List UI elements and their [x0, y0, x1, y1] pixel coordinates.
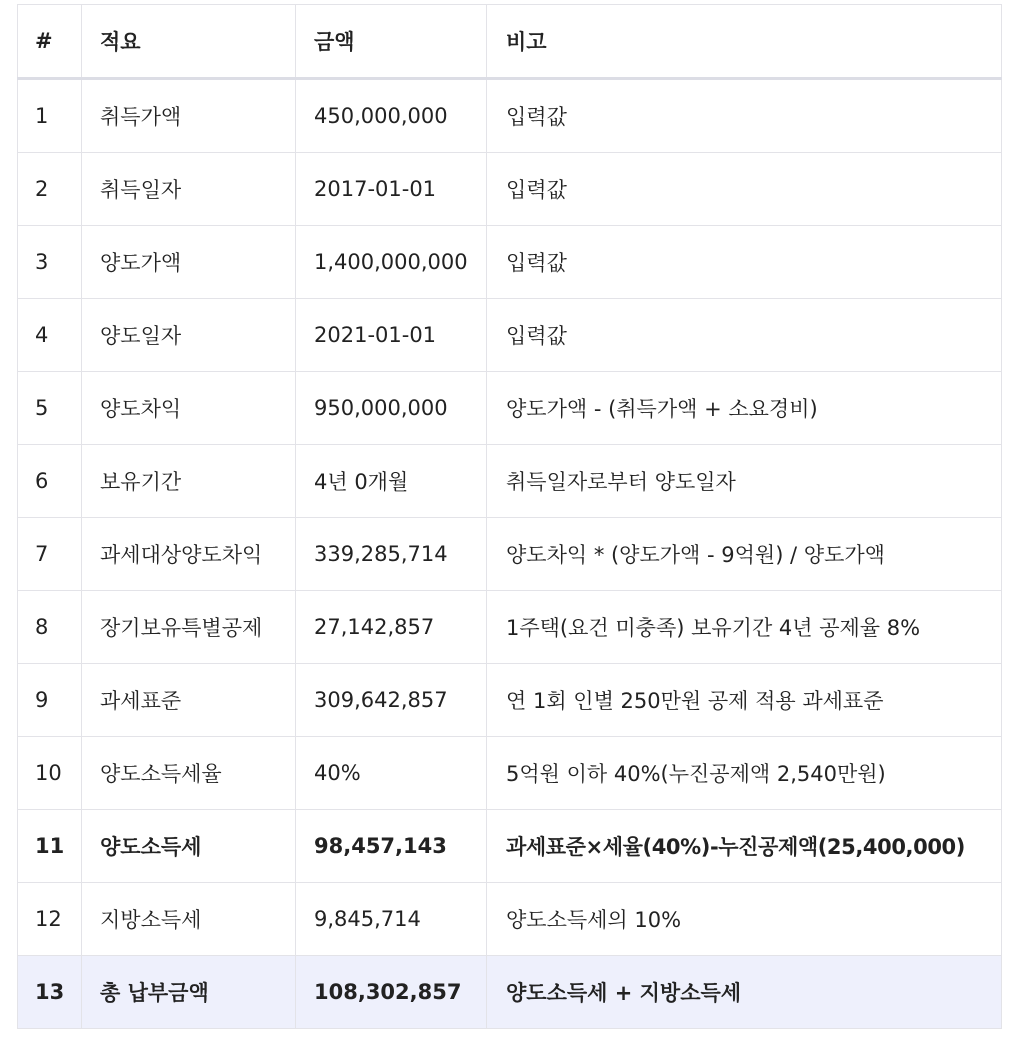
row-num: 6: [18, 445, 82, 518]
row-amount: 98,457,143: [296, 810, 487, 883]
row-amount: 450,000,000: [296, 79, 487, 153]
row-amount: 108,302,857: [296, 956, 487, 1029]
row-note: 입력값: [487, 153, 1002, 226]
row-num: 9: [18, 664, 82, 737]
row-amount: 4년 0개월: [296, 445, 487, 518]
row-note: 1주택(요건 미충족) 보유기간 4년 공제율 8%: [487, 591, 1002, 664]
row-amount: 2017-01-01: [296, 153, 487, 226]
row-amount: 40%: [296, 737, 487, 810]
table-row-tax: [18, 810, 1002, 883]
row-num: 12: [18, 883, 82, 956]
row-num: 8: [18, 591, 82, 664]
row-amount: 2021-01-01: [296, 299, 487, 372]
row-note: 연 1회 인별 250만원 공제 적용 과세표준: [487, 664, 1002, 737]
row-num: 4: [18, 299, 82, 372]
row-note: 입력값: [487, 299, 1002, 372]
row-amount: 950,000,000: [296, 372, 487, 445]
table-row: [18, 79, 1002, 153]
row-num: 3: [18, 226, 82, 299]
row-item: 과세대상양도차익: [82, 518, 296, 591]
row-item: 양도차익: [82, 372, 296, 445]
row-item: 취득일자: [82, 153, 296, 226]
row-note: 양도소득세 + 지방소득세: [487, 956, 1002, 1029]
row-note: 입력값: [487, 79, 1002, 153]
table-row: [18, 737, 1002, 810]
row-num: 5: [18, 372, 82, 445]
row-note: 취득일자로부터 양도일자: [487, 445, 1002, 518]
row-note: 입력값: [487, 226, 1002, 299]
row-note: 과세표준×세율(40%)-누진공제액(25,400,000): [487, 810, 1002, 883]
table-row: [18, 518, 1002, 591]
row-item: 장기보유특별공제: [82, 591, 296, 664]
row-num: 10: [18, 737, 82, 810]
row-note: 양도소득세의 10%: [487, 883, 1002, 956]
tax-calculation-table: [17, 4, 1002, 1029]
row-note: 양도가액 - (취득가액 + 소요경비): [487, 372, 1002, 445]
row-item: 양도소득세율: [82, 737, 296, 810]
table-row: [18, 153, 1002, 226]
row-item: 취득가액: [82, 79, 296, 153]
row-item: 보유기간: [82, 445, 296, 518]
row-item: 과세표준: [82, 664, 296, 737]
table-row: [18, 883, 1002, 956]
header-item: 적요: [82, 5, 296, 79]
row-num: 2: [18, 153, 82, 226]
row-num: 1: [18, 79, 82, 153]
table-header-row: [18, 5, 1002, 79]
table-row: [18, 372, 1002, 445]
row-item: 양도일자: [82, 299, 296, 372]
header-num: #: [18, 5, 82, 79]
row-num: 13: [18, 956, 82, 1029]
row-amount: 1,400,000,000: [296, 226, 487, 299]
table-row: [18, 664, 1002, 737]
table-row: [18, 445, 1002, 518]
row-num: 7: [18, 518, 82, 591]
row-item: 총 납부금액: [82, 956, 296, 1029]
row-amount: 309,642,857: [296, 664, 487, 737]
header-amount: 금액: [296, 5, 487, 79]
table-row: [18, 591, 1002, 664]
header-note: 비고: [487, 5, 1002, 79]
table-row: [18, 226, 1002, 299]
row-item: 지방소득세: [82, 883, 296, 956]
row-num: 11: [18, 810, 82, 883]
table-row: [18, 299, 1002, 372]
row-item: 양도소득세: [82, 810, 296, 883]
row-note: 양도차익 * (양도가액 - 9억원) / 양도가액: [487, 518, 1002, 591]
row-amount: 339,285,714: [296, 518, 487, 591]
row-item: 양도가액: [82, 226, 296, 299]
row-amount: 27,142,857: [296, 591, 487, 664]
row-amount: 9,845,714: [296, 883, 487, 956]
table-row-total: [18, 956, 1002, 1029]
row-note: 5억원 이하 40%(누진공제액 2,540만원): [487, 737, 1002, 810]
